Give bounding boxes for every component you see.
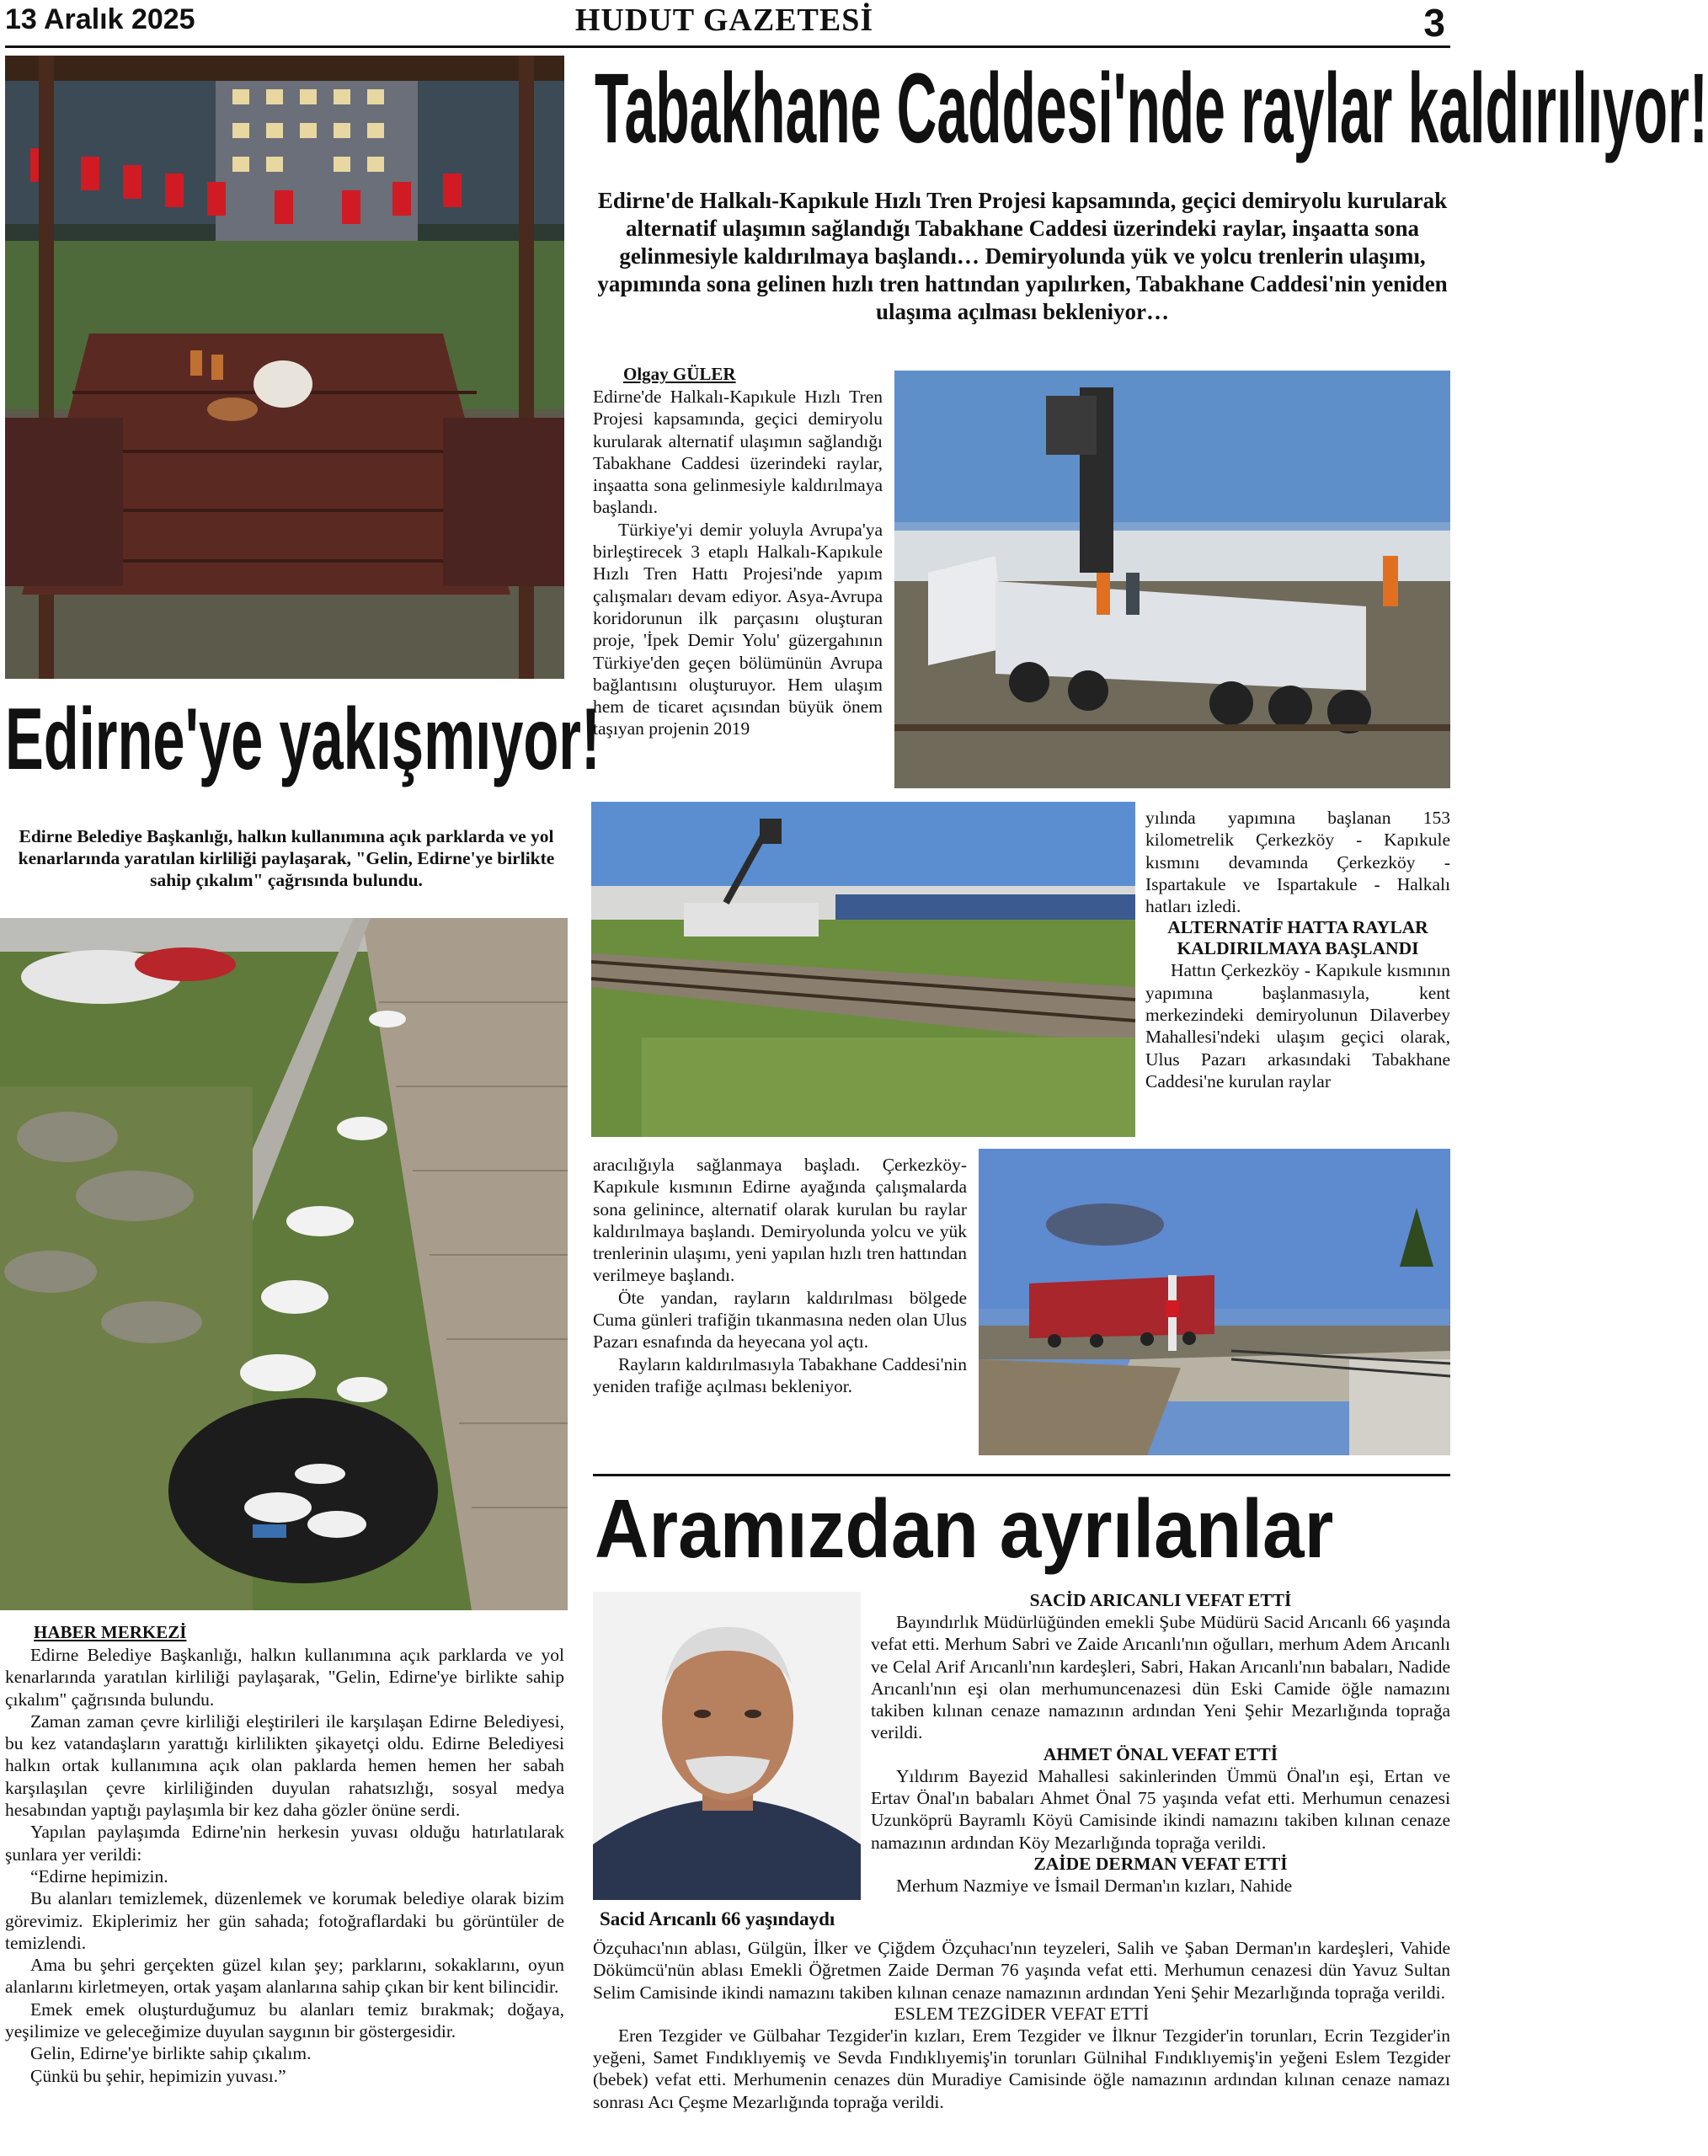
header-rule bbox=[5, 45, 1450, 48]
edirne-paragraph: Yapılan paylaşımda Edirne'nin herkesin yuvası olduğu hatırlatılarak şunlara yer verildi: bbox=[5, 1822, 564, 1865]
obituary-text: Özçuhacı'nın ablası, Gülgün, İlker ve Çiğdem Özçuhacı'nın teyzeleri, Salih ve Şaban Derman'ın kardeşleri, Vahide Dökümcü'nün ablası Emekli Öğretmen Zaide Derman 76 yaşında vefat etti. Merhumun cenazesi dün Yavuz Sultan Selim Camisinde ikindi namazını takiben kılınan cenaze namazının ardından Yeni Şehir Mezarlığında toprağa verildi. bbox=[593, 1938, 1450, 2003]
obituary-text: Eren Tezgider ve Gülbahar Tezgider'in kızları, Erem Tezgider ve İlknur Tezgider'in torunları, Ecrin Tezgider'in yeğeni, Samet Fındıklıyemiş ve Sevda Fındıklıyemiş'in torunları Gülnihal Fındıklıyemiş'in yeğeni Eslem Tezgider (bebek) vefat etti. Merhumenin cenazes dün Muradiye Camisinde öğle namazının ardından kılınan cenaze namazı sonrası Acı Çeşme Mezarlığında toprağa verildi. bbox=[593, 2025, 1450, 2112]
edirne-headline: Edirne'ye yakışmıyor! bbox=[5, 691, 600, 788]
obituary-title: AHMET ÖNAL VEFAT ETTİ bbox=[1043, 1743, 1278, 1764]
edirne-paragraph: Emek emek oluşturduğumuz bu alanları temiz bırakmak; doğaya, yeşilimize ve geleceğimize duyulan saygının bir göstergesidir. bbox=[5, 1999, 564, 2042]
edirne-paragraph: Gelin, Edirne'ye birlikte sahip çıkalım. bbox=[30, 2043, 312, 2064]
edirne-teaser: Edirne Belediye Başkanlığı, halkın kullanımına açık parklarda ve yol kenarlarında yaratılan kirliliği paylaşarak, "Gelin, Edirne'ye birlikte sahip çıkalım" çağrısında bulundu. bbox=[18, 826, 555, 890]
edirne-paragraph: Edirne Belediye Başkanlığı, halkın kullanımına açık parklarda ve yol kenarlarında yaratılan kirliliği paylaşarak, "Gelin, Edirne'ye birlikte sahip çıkalım" çağrısında bulundu. bbox=[5, 1645, 564, 1710]
obituary-title: SACİD ARICANLI VEFAT ETTİ bbox=[1029, 1590, 1292, 1610]
obituaries-headline: Aramızdan ayrılanlar bbox=[595, 1482, 1334, 1575]
tabakhane-subheading: ALTERNATİF HATTA RAYLAR KALDIRILMAYA BAŞLANDI bbox=[1167, 917, 1428, 959]
obituary-rule bbox=[593, 1474, 1450, 1476]
tabakhane-col1 bbox=[593, 386, 883, 740]
excavator-rails-photo bbox=[591, 802, 1135, 1137]
tabakhane-lead: Edirne'de Halkalı-Kapıkule Hızlı Tren Projesi kapsamında, geçici demiryolu kurularak alternatif ulaşımın sağlandığı Tabakhane Caddesi üzerindeki raylar, inşaatta sona gelinmesiyle kaldırılmaya başlandı… Demiryolunda yük ve yolcu trenlerin ulaşımı, yapımında sona gelinen hızlı tren hattından yapılırken, Tabakhane Caddesi'nin yeniden ulaşıma açılması bekleniyor… bbox=[597, 188, 1448, 324]
tabakhane-col3 bbox=[593, 1154, 967, 1397]
tabakhane-paragraph: yılında yapımına başlanan 153 kilometrelik Çerkezköy - Kapıkule kısmını devamında Çerkezköy - Ispartakule ve Ispartakule - Halkalı hatları izledi. bbox=[1145, 808, 1450, 917]
tabakhane-paragraph: Türkiye'yi demir yoluyla Avrupa'ya birleştirecek 3 etaplı Halkalı-Kapıkule Hızlı Tren Hattı Projesi'nde yapım çalışmaları devam ediyor. Asya-Avrupa koridorunun ilk parçasını oluşturan proje, 'İpek Demir Yolu' güzergahının Türkiye'den geçen bölümünün Avrupa bağlantısını oluşturuyor. Hem ulaşım hem de ticaret açısından büyük önem taşıyan projenin 2019 bbox=[593, 519, 883, 739]
tabakhane-paragraph: Rayların kaldırılmasıyla Tabakhane Caddesi'nin yeniden trafiğe açılması bekleniyor. bbox=[593, 1353, 967, 1396]
tabakhane-headline: Tabakhane Caddesi'nde raylar kaldırılıyor! bbox=[595, 53, 1708, 164]
tabakhane-col2 bbox=[1145, 807, 1450, 1092]
obituary-text: Bayındırlık Müdürlüğünden emekli Şube Müdürü Sacid Arıcanlı 66 yaşında vefat etti. Merhum Sabri ve Zaide Arıcanlı'nın oğulları, merhum Adem Arıcanlı ve Celal Arif Arıcanlı'nın kardeşleri, Sabri, Hakan Arıcanlı'nın babaları, Nadide Arıcanlı'nın eşi olan merhumuncenazesi dün Eski Camide öğle namazını takiben kılınan cenaze namazının ardından Yeni Şehir Mezarlığında toprağa verildi. bbox=[871, 1612, 1450, 1743]
portrait-caption: Sacid Arıcanlı 66 yaşındaydı bbox=[600, 1908, 835, 1929]
obituary-sacid bbox=[871, 1590, 1450, 1897]
tabakhane-paragraph: Edirne'de Halkalı-Kapıkule Hızlı Tren Projesi kapsamında, geçici demiryolu kurularak alternatif ulaşımın sağlandığı Tabakhane Caddesi üzerindeki raylar, inşaatta sona gelinmesiyle kaldırılmaya başlandı. bbox=[593, 387, 883, 518]
edirne-body bbox=[5, 1644, 564, 2087]
freight-train-photo bbox=[979, 1149, 1450, 1455]
edirne-paragraph: Çünkü bu şehir, hepimizin yuvası.” bbox=[30, 2065, 286, 2086]
obituary-text: Merhum Nazmiye ve İsmail Derman'ın kızları, Nahide bbox=[896, 1875, 1293, 1896]
rail-removal-truck-photo bbox=[894, 371, 1450, 788]
page-number: 3 bbox=[1423, 1, 1445, 45]
issue-date: 13 Aralık 2025 bbox=[5, 3, 195, 35]
obituary-text: Yıldırım Bayezid Mahallesi sakinlerinden Ümmü Önal'ın eşi, Ertan ve Ertav Önal'ın babaları Ahmet Önal 75 yaşında vefat etti. Merhumun cenazesi Uzunköprü Bayramlı Köyü Camisinde ikindi namazını takiben kılınan cenaze namazının ardından Köy Mezarlığında toprağa verildi. bbox=[871, 1765, 1450, 1853]
edirne-byline: HABER MERKEZİ bbox=[34, 1622, 187, 1642]
tabakhane-byline: Olgay GÜLER bbox=[623, 364, 736, 384]
newspaper-name: HUDUT GAZETESİ bbox=[574, 3, 874, 38]
tabakhane-paragraph: aracılığıyla sağlanmaya başladı. Çerkezköy-Kapıkule kısmının Edirne ayağında çalışmalarda sona gelinince, alternatif olarak kurulan bu raylar kaldırılmaya başlandı. Demiryolunda yolcu ve yük trenlerinin ulaşımı, yeni yapılan hızlı tren hattından verilmeye başlandı. bbox=[593, 1155, 967, 1286]
littered-roadside-photo bbox=[0, 918, 568, 1610]
edirne-paragraph: Ama bu şehri gerçekten güzel kılan şey; parklarını, sokaklarını, oyun alanlarını kirletmeyen, ortak yaşam alanlarına sahip çıkan bir kent bilincidir. bbox=[5, 1955, 564, 1998]
obituary-fullwidth bbox=[593, 1937, 1450, 2113]
edirne-paragraph: “Edirne hepimizin. bbox=[30, 1865, 168, 1886]
obituary-title: ZAİDE DERMAN VEFAT ETTİ bbox=[1033, 1853, 1288, 1874]
edirne-paragraph: Bu alanları temizlemek, düzenlemek ve korumak belediye olarak bizim görevimiz. Ekiplerimiz her gün sahada; fotoğraflardaki bu görüntüler de temizlendi. bbox=[5, 1888, 564, 1953]
edirne-paragraph: Zaman zaman çevre kirliliği eleştirileri ile karşılaşan Edirne Belediyesi, bu kez vatandaşların yarattığı kirlilikten şikayetçi oldu. Edirne Belediyesi halkın ortak kullanımına açık olan paklarda hemen hemen her sabah karşılaşılan çevre kirliliğinden duyulan rahatsızlığı, sosyal medya hesabından yaptığı paylaşımla bir kez daha gözler önüne serdi. bbox=[5, 1710, 564, 1821]
tabakhane-paragraph: Öte yandan, rayların kaldırılması bölgede Cuma günleri trafiğin tıkanmasına neden olan Ulus Pazarı esnafında da heyecana yol açtı. bbox=[593, 1287, 967, 1353]
portrait-photo bbox=[593, 1592, 861, 1900]
tabakhane-paragraph: Hattın Çerkezköy - Kapıkule kısmının yapımına başlanmasıyla, kent merkezindeki demiryolunun Dilaverbey Mahallesi'ndeki ulaşım geçici olarak, Ulus Pazarı arkasındaki Tabakhane Caddesi'ne kurulan raylar bbox=[1145, 960, 1450, 1091]
obituary-title: ESLEM TEZGİDER VEFAT ETTİ bbox=[894, 2003, 1150, 2024]
park-table-photo bbox=[5, 56, 564, 679]
